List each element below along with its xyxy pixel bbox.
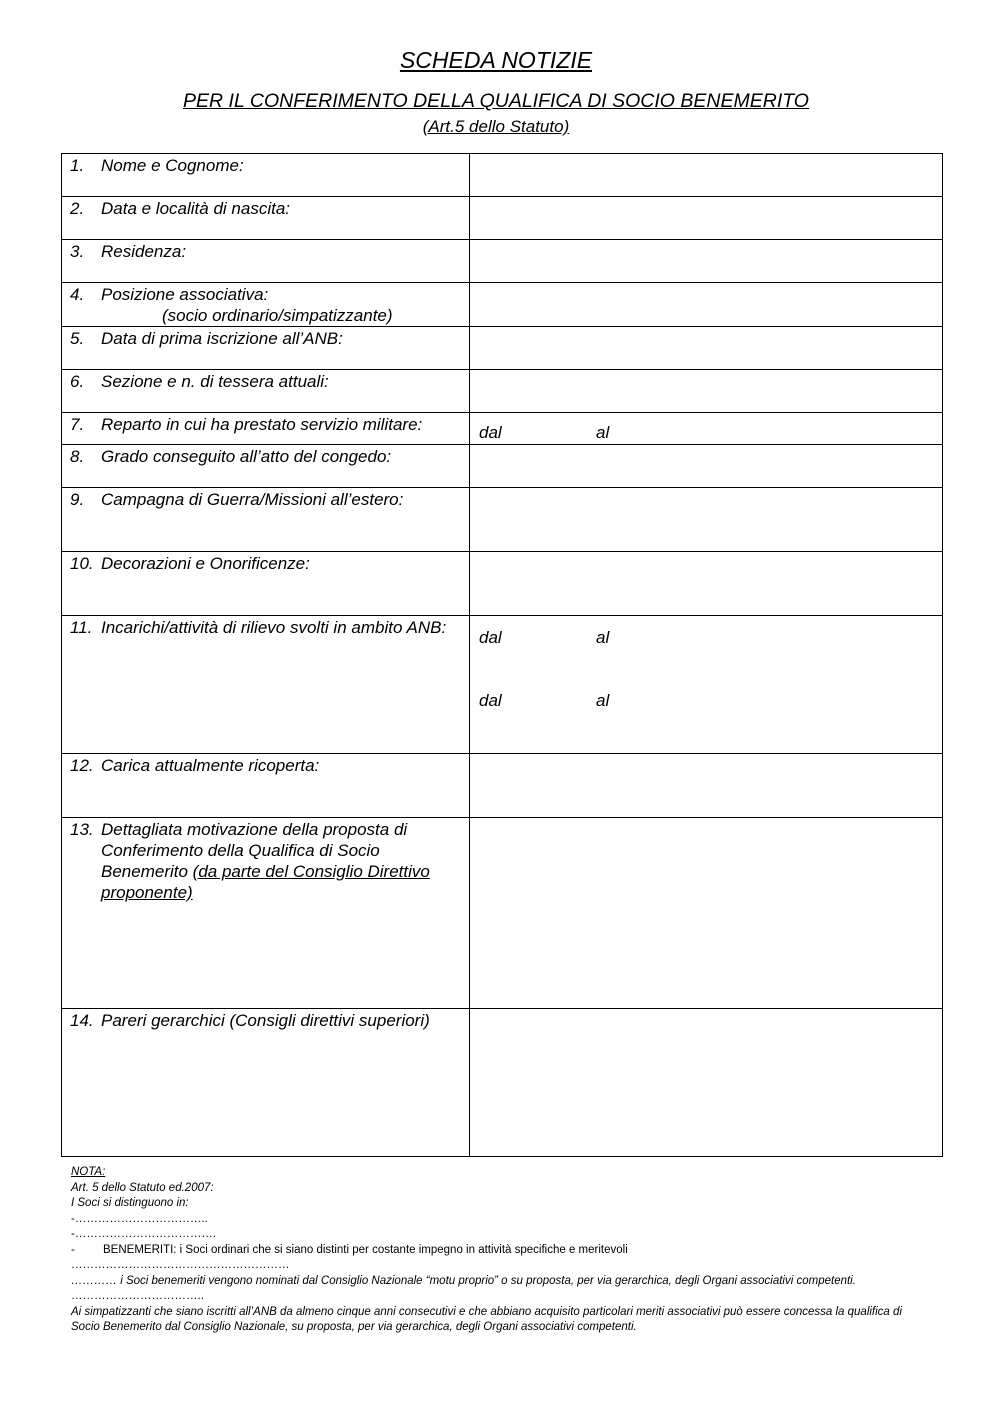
nota-line: Art. 5 dello Statuto ed.2007:: [71, 1181, 214, 1194]
field-value-reparto[interactable]: [470, 413, 943, 445]
al-label: al: [596, 628, 610, 647]
nota-dots: -……………………………..: [71, 1212, 208, 1225]
form-row-11: [62, 616, 943, 754]
nota-dots: …………………………………………………: [71, 1259, 290, 1271]
field-label-nascita: Data e località di nascita:: [101, 199, 290, 218]
field-label-grado: Grado conseguito all’atto del congedo:: [101, 447, 392, 466]
field-value-prima-iscrizione[interactable]: [470, 327, 943, 370]
field-label-prima-iscrizione: Data di prima iscrizione all’ANB:: [101, 329, 343, 348]
field-label-pareri: Pareri gerarchici (Consigli direttivi superiori): [101, 1011, 430, 1030]
field-label-reparto: Reparto in cui ha prestato servizio militare:: [101, 415, 423, 434]
nota-dots: ……………………………..: [71, 1290, 204, 1302]
field-label-residenza: Residenza:: [101, 242, 187, 261]
field-label-campagna: Campagna di Guerra/Missioni all’estero:: [101, 490, 404, 509]
nota-dots: -……………………………….: [71, 1228, 217, 1240]
field-value-grado[interactable]: [470, 445, 943, 488]
row-number: 8.: [70, 447, 85, 466]
nota-benemeriti: [71, 1243, 931, 1259]
form-row-13: [62, 818, 943, 1009]
field-label-carica: Carica attualmente ricoperta:: [101, 756, 320, 775]
field-value-pareri[interactable]: [470, 1009, 943, 1157]
field-value-carica[interactable]: [470, 754, 943, 818]
form-row-7: [62, 413, 943, 445]
form-row-10: [62, 552, 943, 616]
page-subtitle: PER IL CONFERIMENTO DELLA QUALIFICA DI SOCIO BENEMERITO: [183, 90, 809, 112]
row-number: 3.: [70, 242, 85, 261]
row-number: 1.: [70, 156, 85, 175]
dal-label: dal: [479, 423, 502, 442]
al-label: al: [596, 691, 610, 710]
dal-label: dal: [479, 628, 502, 647]
form-row-9: [62, 488, 943, 552]
nota-dash: -: [71, 1243, 75, 1256]
nota-benemeriti-text: BENEMERITI: i Soci ordinari che si siano distinti per costante impegno in attività specifiche e meritevoli: [103, 1243, 628, 1256]
row-number: 9.: [70, 490, 85, 509]
row-number: 2.: [70, 199, 85, 218]
statute-reference: (Art.5 dello Statuto): [422, 117, 570, 136]
row-number: 11.: [70, 618, 93, 637]
form-row-1: [62, 154, 943, 197]
nota-paragraph: Ai simpatizzanti che siano iscritti all’ANB da almeno cinque anni consecutivi e che abbiano acquisito particolari meriti associativi può essere concessa la qualifica di Socio Benemerito dal Consiglio Nazionale, su proposta, per via gerarchica, degli Organi associativi competenti.: [71, 1305, 902, 1333]
field-label-incarichi: Incarichi/attività di rilievo svolti in ambito ANB:: [101, 618, 447, 637]
field-value-nome-cognome[interactable]: [470, 154, 943, 197]
row-number: 7.: [70, 415, 85, 434]
form-row-2: [62, 197, 943, 240]
row-number: 5.: [70, 329, 85, 348]
row-number: 6.: [70, 372, 85, 391]
field-label-motivazione-note: (da parte del Consiglio Direttivo proponente): [101, 862, 430, 902]
nota-line: I Soci si distinguono in:: [71, 1197, 189, 1209]
field-label-nome-cognome: Nome e Cognome:: [101, 156, 244, 175]
nota-section: [71, 1165, 931, 1336]
field-value-residenza[interactable]: [470, 240, 943, 283]
nota-heading: NOTA:: [71, 1166, 106, 1178]
nota-paragraph: ………… i Soci benemeriti vengono nominati dal Consiglio Nazionale “motu proprio” o su proposta, per via gerarchica, degli Organi associativi competenti.: [71, 1274, 856, 1287]
field-value-posizione[interactable]: [470, 283, 943, 327]
form-row-6: [62, 370, 943, 413]
field-label-posizione: Posizione associativa:: [101, 285, 269, 304]
field-label-motivazione: Dettagliata motivazione della proposta di Conferimento della Qualifica di Socio Benemerito: [101, 820, 408, 881]
form-row-12: [62, 754, 943, 818]
al-label: al: [596, 423, 610, 442]
field-label-sezione-tessera: Sezione e n. di tessera attuali:: [101, 372, 329, 391]
form-row-8: [62, 445, 943, 488]
field-value-decorazioni[interactable]: [470, 552, 943, 616]
field-value-sezione-tessera[interactable]: [470, 370, 943, 413]
row-number: 12.: [70, 756, 94, 775]
page-title: SCHEDA NOTIZIE: [399, 47, 593, 73]
form-row-5: [62, 327, 943, 370]
row-number: 10.: [70, 554, 94, 573]
form-row-3: [62, 240, 943, 283]
field-value-incarichi[interactable]: [470, 616, 943, 754]
row-number: 13.: [70, 820, 94, 839]
field-label-decorazioni: Decorazioni e Onorificenze:: [101, 554, 310, 573]
field-value-motivazione[interactable]: [470, 818, 943, 1009]
form-row-14: [62, 1009, 943, 1157]
field-sublabel-posizione: (socio ordinario/simpatizzante): [162, 306, 393, 325]
field-value-campagna[interactable]: [470, 488, 943, 552]
field-value-nascita[interactable]: [470, 197, 943, 240]
form-table: [61, 153, 943, 1157]
form-row-4: [62, 283, 943, 327]
row-number: 4.: [70, 285, 85, 304]
dal-label: dal: [479, 691, 502, 710]
row-number: 14.: [70, 1011, 94, 1030]
